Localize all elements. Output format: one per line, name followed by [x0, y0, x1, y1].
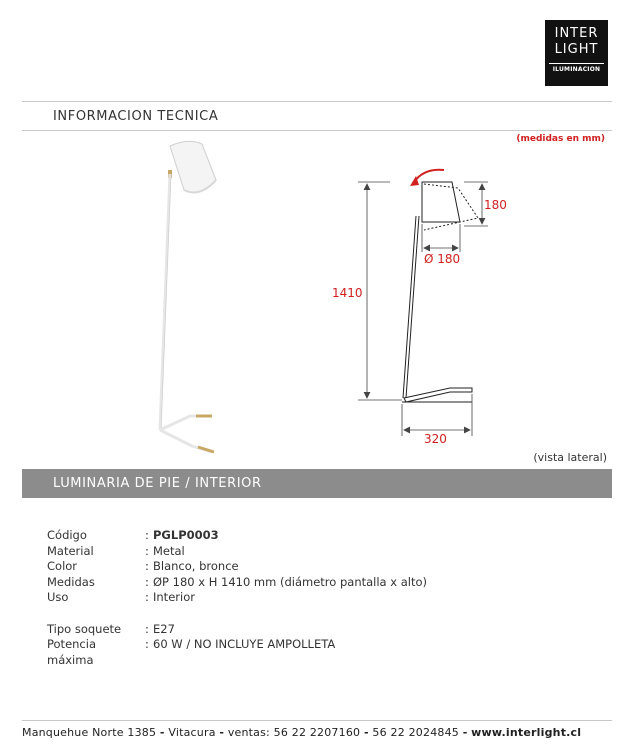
logo-line-2: LIGHT: [554, 42, 599, 57]
footer-sep: -: [219, 726, 225, 739]
spec-key: Material: [47, 543, 94, 558]
footer-divider: [22, 720, 612, 721]
logo-line-3: ILUMINACION: [549, 63, 604, 73]
spec-colon: :: [145, 543, 149, 558]
spec-key: Código: [47, 528, 87, 542]
spec-colon: :: [145, 590, 149, 604]
spec-colon: :: [145, 621, 149, 636]
height-dimension: [358, 182, 402, 400]
footer-phone: 56 22 2024845: [372, 726, 459, 739]
footer-website[interactable]: www.interlight.cl: [471, 726, 582, 739]
spec-row-power: [47, 637, 427, 667]
spec-row-use: [47, 590, 427, 606]
footer: [22, 726, 612, 739]
spec-colon: :: [145, 574, 149, 589]
spec-row-socket: [47, 622, 427, 638]
spec-row-color: [47, 559, 427, 575]
footer-sales: ventas: 56 22 2207160: [227, 726, 361, 739]
spec-value: Metal: [153, 543, 185, 558]
brand-logo: [545, 20, 608, 86]
spec-colon: :: [145, 559, 149, 573]
spec-key: Potencia máxima: [47, 637, 96, 667]
footer-address: Manquehue Norte 1385: [22, 726, 157, 739]
section-title: INFORMACION TECNICA: [53, 109, 219, 124]
spec-colon: :: [145, 528, 149, 542]
top-divider: [22, 101, 612, 102]
title-divider: [22, 130, 612, 131]
spec-key: Color: [47, 559, 78, 573]
product-banner: [22, 469, 612, 498]
units-note: (medidas en mm): [516, 134, 605, 144]
footer-district: Vitacura: [168, 726, 216, 739]
shade-height-label: 180: [484, 198, 507, 212]
lamp-base: [160, 416, 210, 430]
footer-sep: -: [159, 726, 165, 739]
spec-key: Medidas: [47, 574, 95, 589]
spec-value: Blanco, bronce: [153, 559, 239, 573]
spec-value: Interior: [153, 590, 195, 604]
lamp-shade: [170, 141, 216, 192]
spec-key: Uso: [47, 590, 69, 604]
spec-row-code: [47, 528, 427, 544]
view-label: (vista lateral): [533, 451, 607, 464]
spec-key: Tipo soquete: [47, 621, 122, 636]
base-width-label: 320: [424, 432, 447, 446]
shade-diameter-dimension: [422, 224, 460, 252]
spec-colon: :: [145, 637, 149, 651]
spec-table: [47, 528, 427, 667]
banner-title: LUMINARIA DE PIE / INTERIOR: [53, 476, 262, 491]
product-photo: [140, 140, 230, 460]
spec-value: E27: [153, 621, 175, 636]
shade-diameter-label: Ø 180: [424, 252, 461, 266]
spec-value: PGLP0003: [153, 528, 219, 542]
logo-line-1: INTER: [554, 26, 599, 41]
lamp-outline: [402, 182, 478, 402]
height-label: 1410: [332, 286, 363, 300]
spec-row-dimensions: [47, 575, 427, 591]
footer-sep: -: [363, 726, 369, 739]
technical-diagram: [320, 160, 530, 450]
spec-row-material: [47, 544, 427, 560]
rotation-arrow: [414, 170, 444, 182]
lamp-pole: [160, 174, 170, 430]
spec-value: ØP 180 x H 1410 mm (diámetro pantalla x alto): [153, 574, 427, 589]
footer-sep: -: [462, 726, 468, 739]
spec-value: 60 W / NO INCLUYE AMPOLLETA: [153, 637, 336, 651]
